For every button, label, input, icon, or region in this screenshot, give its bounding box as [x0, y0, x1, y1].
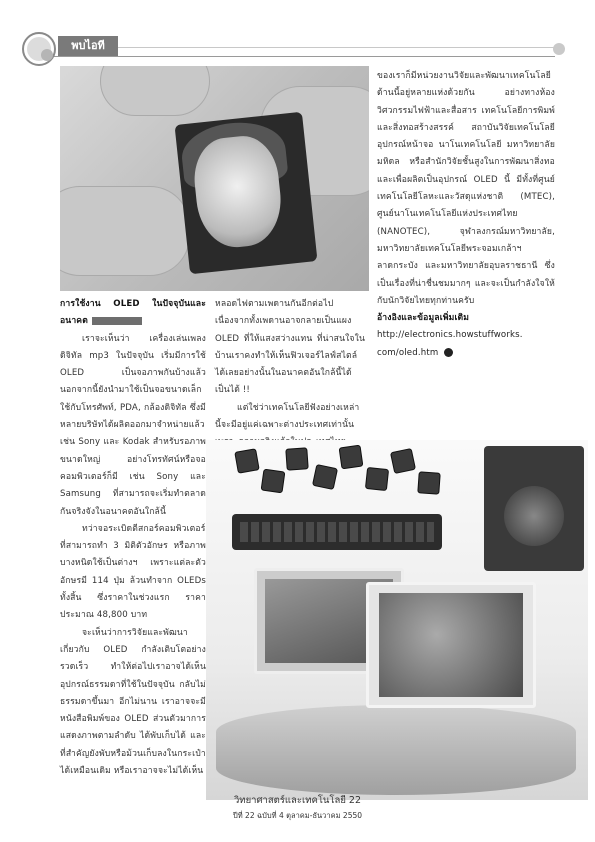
- hand-top: [100, 66, 210, 116]
- oled-devices-photo: [206, 440, 588, 800]
- paragraph: หลอดไฟตามเพดานกันอีกต่อไป เนื่องจากทั้งเพดานอาจกลายเป็นแผง OLED ที่ให้แสงสว่างแทน ที่น่าสนใจในบ้านเราคงทำให้เห็นฟิวเจอร์ไลฟ์สไตล์ได้เลยอย่างนั้นในอนาคตอันใกล้นี้ได้เป็นได้ !!: [215, 299, 365, 396]
- display-stand-base: [216, 705, 576, 795]
- oled-keycap: [339, 445, 364, 470]
- reference-url[interactable]: [377, 327, 555, 362]
- paragraph: ทว่าจอระเบิดตีสกอร์คอมพิวเตอร์ ที่สามารถทำ 3 มิติตัวอักษร หรือภาพบางหนิดใช้เป็นต่างฯ เพราะแต่ละตัวอักษรมี 114 ปุ่ม ล้วนทำจาก OLEDs ทั้งสิ้น ซึ่งราคาในช่วงแรก ราคาประมาณ 48,800 บาท: [60, 523, 206, 621]
- oled-keycap: [417, 471, 440, 494]
- header-rule: [40, 56, 555, 57]
- reference-heading: อ้างอิงและข้อมูลเพิ่มเติม: [377, 313, 470, 324]
- column-left: [60, 296, 206, 780]
- oled-keycap: [390, 448, 416, 474]
- section-heading-text: การใช้งาน OLED ในปัจจุบันและอนาคต: [60, 299, 206, 327]
- heading-bar: [92, 317, 142, 325]
- header-circle-ornament: [22, 32, 56, 66]
- reference-url-part1[interactable]: http://electronics.howstuffworks.: [377, 330, 523, 341]
- oled-monitor-right: [366, 582, 536, 708]
- end-mark-icon: [444, 348, 453, 357]
- oled-keyboard: [232, 514, 442, 550]
- hand-left: [60, 186, 190, 276]
- column-middle: [215, 296, 365, 452]
- oled-screen: [175, 112, 318, 275]
- header-dot-ornament-right: [553, 43, 565, 55]
- section-heading: [60, 296, 206, 331]
- oled-keycap: [234, 448, 259, 473]
- header-rule-thin: [118, 47, 555, 48]
- paragraph: แต่ใช่ว่าเทคโนโลยีฟังอย่างเหล่านี้จะมีอยู่แค่เฉพาะต่างประเทศเท่านั้น: [215, 402, 360, 431]
- footer-magazine-page: วิทยาศาสตร์และเทคโนโลยี 22: [233, 795, 362, 806]
- header-dot-ornament-left: [41, 49, 53, 61]
- footer-issue: ปีที่ 22 ฉบับที่ 4 ตุลาคม-ธันวาคม 2550: [232, 811, 363, 820]
- oled-display-cube: [484, 446, 584, 571]
- oled-keycap: [312, 464, 338, 490]
- section-label: พบไอที: [58, 36, 118, 56]
- oled-keycap: [261, 469, 286, 494]
- oled-flexible-display-photo: [60, 66, 369, 291]
- paragraph: จะเห็นว่าการวิจัยและพัฒนาเกี่ยวกับ OLED กำลังเติบโตอย่างรวดเร็ว ทำให้ต่อไปเราอาจได้เห็นอุปกรณ์ธรรมดาที่ใช้ในปัจจุบัน กลับไม่ธรรมดาขึ้นมา อีกไม่นาน เราอาจจะมีหนังสือพิมพ์ของ OLED ส่วนตัวมาการแสดงภาพตามลำดับ ได้พับเก็บได้ และที่สำคัญยังพับหรือม้วนเก็บลงในกระเป๋าได้เหมือนเดิม หรือเราอาจจะไม่ได้เห็น: [60, 627, 206, 777]
- paragraph: เราจะเห็นว่า เครื่องเล่นเพลงดิจิทัล mp3 ในปัจจุบัน เริ่มมีการใช้ OLED เป็นจอภาพกันบ้างแล้ว นอกจากนี้ยังนำมาใช้เป็นจอขนาดเล็ก ใช้กับโทรศัพท์, PDA, กล้องดิจิทัล ซึ่งมีหลายบริษัทได้ผลิตออกมาจำหน่ายแล้ว เช่น Sony และ Kodak สำหรับรอภาพขนาดใหญ่ อย่างโทรทัศน์หรือจอคอมพิวเตอร์ก็มี เช่น Sony และ Samsung ที่สามารถจะเริ่มทำตลาดกันจริงจังในอนาคตอันใกล้นี้: [60, 333, 206, 517]
- oled-keycap: [285, 447, 308, 470]
- oled-keycap: [365, 467, 389, 491]
- paragraph: ของเราก็มีหน่วยงานวิจัยและพัฒนาเทคโนโลยีด้านนี้อยู่หลายแห่งด้วยกัน อย่างทางห้องวิศวกรรมไฟฟ้าและสื่อสาร เทคโนโลยีการพิมพ์และสิ่งทอสร้างสรรค์ สถาบันวิจัยเทคโนโลยีอุปกรณ์หน้าจอ นาโนเทคโนโลยี มหาวิทยาลัยมหิดล หรือสำนักวิจัยชั้นสูงในการพัฒนาสิ่งทอ และเพื่อผลิตเป็นอุปกรณ์ OLED นี้ มีทั้งที่ศูนย์เทคโนโลยีโลหะและวัสดุแห่งชาติ (MTEC), ศูนย์นาโนเทคโนโลยีแห่งประเทศไทย (NANOTEC), จุฬาลงกรณ์มหาวิทยาลัย, มหาวิทยาลัยเทคโนโลยีพระจอมเกล้าฯ ลาดกระบัง และมหาวิทยาลัยอุบลราชธานี ซึ่งเป็นเรื่องที่น่าชื่นชมมากๆ และจะเป็นกำลังใจให้กับนักวิจัยไทยทุกท่านครับ: [377, 71, 555, 306]
- column-right: [377, 68, 555, 362]
- page-footer: [0, 793, 595, 822]
- reference-url-part2[interactable]: com/oled.htm: [377, 347, 439, 358]
